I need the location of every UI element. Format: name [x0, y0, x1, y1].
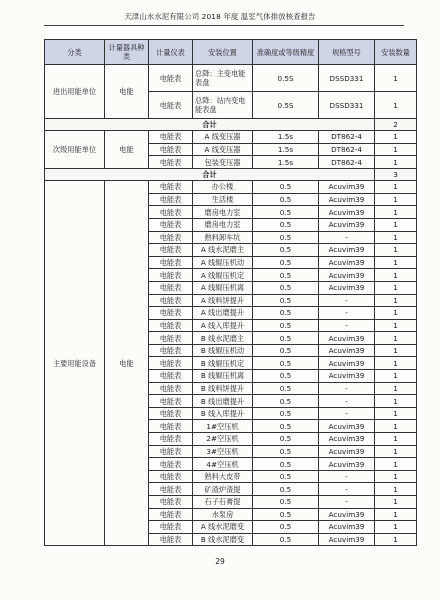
- table-body: [45, 65, 417, 546]
- location-cell: 石子石膏提: [193, 496, 253, 509]
- accuracy-cell: 0.5: [253, 256, 319, 269]
- accuracy-cell: 0.5: [253, 332, 319, 345]
- model-cell: Acuvim39: [319, 357, 375, 370]
- quantity-cell: 1: [375, 521, 417, 534]
- model-cell: DT862-4: [319, 131, 375, 144]
- model-cell: Acuvim39: [319, 458, 375, 471]
- meter-cell: 电能表: [149, 143, 193, 156]
- subtotal-label: 合计: [45, 119, 375, 131]
- model-cell: -: [319, 407, 375, 420]
- location-cell: B 线出磨提升: [193, 395, 253, 408]
- quantity-cell: 1: [375, 508, 417, 521]
- location-cell: 磨房电力室: [193, 218, 253, 231]
- quantity-cell: 1: [375, 256, 417, 269]
- column-header: 规格型号: [319, 40, 375, 65]
- quantity-cell: 1: [375, 143, 417, 156]
- location-cell: A 线水泥磨变: [193, 521, 253, 534]
- quantity-cell: 1: [375, 294, 417, 307]
- model-cell: DSSD331: [319, 92, 375, 119]
- quantity-cell: 1: [375, 218, 417, 231]
- accuracy-cell: 0.5: [253, 533, 319, 546]
- meter-cell: 电能表: [149, 193, 193, 206]
- meter-cell: 电能表: [149, 156, 193, 169]
- quantity-cell: 1: [375, 231, 417, 244]
- quantity-cell: 1: [375, 181, 417, 194]
- model-cell: -: [319, 496, 375, 509]
- meter-cell: 电能表: [149, 370, 193, 383]
- meter-cell: 电能表: [149, 470, 193, 483]
- location-cell: 2#空压机: [193, 433, 253, 446]
- accuracy-cell: 0.5: [253, 231, 319, 244]
- quantity-cell: 1: [375, 433, 417, 446]
- model-cell: -: [319, 319, 375, 332]
- location-cell: B 线辊压机离: [193, 370, 253, 383]
- column-header: 计量仪表: [149, 40, 193, 65]
- accuracy-cell: 0.5: [253, 496, 319, 509]
- model-cell: DT862-4: [319, 143, 375, 156]
- meter-cell: 电能表: [149, 92, 193, 119]
- quantity-cell: 1: [375, 407, 417, 420]
- location-cell: 办公楼: [193, 181, 253, 194]
- accuracy-cell: 0.5: [253, 244, 319, 257]
- quantity-cell: 1: [375, 344, 417, 357]
- model-cell: Acuvim39: [319, 206, 375, 219]
- location-cell: B 线水泥磨主: [193, 332, 253, 345]
- quantity-cell: 1: [375, 357, 417, 370]
- accuracy-cell: 0.5: [253, 407, 319, 420]
- table-row: [45, 65, 417, 92]
- quantity-cell: 1: [375, 382, 417, 395]
- meter-cell: 电能表: [149, 395, 193, 408]
- location-cell: 3#空压机: [193, 445, 253, 458]
- model-cell: DSSD331: [319, 65, 375, 92]
- quantity-cell: 1: [375, 307, 417, 320]
- quantity-cell: 1: [375, 458, 417, 471]
- model-cell: -: [319, 395, 375, 408]
- energy-type-cell: 电能: [105, 131, 149, 169]
- model-cell: -: [319, 483, 375, 496]
- model-cell: Acuvim39: [319, 244, 375, 257]
- quantity-cell: 1: [375, 65, 417, 92]
- model-cell: Acuvim39: [319, 533, 375, 546]
- meter-cell: 电能表: [149, 533, 193, 546]
- quantity-cell: 1: [375, 206, 417, 219]
- quantity-cell: 1: [375, 319, 417, 332]
- quantity-cell: 1: [375, 533, 417, 546]
- accuracy-cell: 0.5: [253, 357, 319, 370]
- model-cell: Acuvim39: [319, 269, 375, 282]
- accuracy-cell: 1.5s: [253, 143, 319, 156]
- quantity-cell: 1: [375, 445, 417, 458]
- quantity-cell: 1: [375, 370, 417, 383]
- header-rule: [44, 25, 404, 26]
- accuracy-cell: 0.5: [253, 218, 319, 231]
- meter-cell: 电能表: [149, 332, 193, 345]
- subtotal-value: 3: [375, 168, 417, 180]
- accuracy-cell: 0.5: [253, 281, 319, 294]
- quantity-cell: 1: [375, 269, 417, 282]
- accuracy-cell: 0.5: [253, 193, 319, 206]
- meter-cell: 电能表: [149, 458, 193, 471]
- quantity-cell: 1: [375, 332, 417, 345]
- location-cell: B 线水泥磨变: [193, 533, 253, 546]
- accuracy-cell: 0.5: [253, 521, 319, 534]
- meter-cell: 电能表: [149, 244, 193, 257]
- accuracy-cell: 0.5: [253, 181, 319, 194]
- model-cell: DT862-4: [319, 156, 375, 169]
- column-header: 分类: [45, 40, 105, 65]
- column-header: 准确度或等级精度: [253, 40, 319, 65]
- page-header: 天津山水水泥有限公司 2018 年度 温室气体排放核查报告: [124, 12, 316, 21]
- meter-cell: 电能表: [149, 483, 193, 496]
- model-cell: Acuvim39: [319, 332, 375, 345]
- accuracy-cell: 0.5: [253, 420, 319, 433]
- quantity-cell: 1: [375, 156, 417, 169]
- model-cell: Acuvim39: [319, 370, 375, 383]
- table-header-row: [45, 40, 417, 65]
- accuracy-cell: 0.5: [253, 458, 319, 471]
- location-cell: B 线辊压机动: [193, 344, 253, 357]
- subtotal-row: [45, 119, 417, 131]
- meter-cell: 电能表: [149, 206, 193, 219]
- meter-cell: 电能表: [149, 269, 193, 282]
- model-cell: Acuvim39: [319, 281, 375, 294]
- column-header: 计量器具种类: [105, 40, 149, 65]
- accuracy-cell: 0.5: [253, 483, 319, 496]
- table-row: [45, 181, 417, 194]
- accuracy-cell: 0.5: [253, 395, 319, 408]
- model-cell: Acuvim39: [319, 344, 375, 357]
- model-cell: Acuvim39: [319, 218, 375, 231]
- subtotal-row: [45, 168, 417, 180]
- accuracy-cell: 0.5: [253, 206, 319, 219]
- meter-cell: 电能表: [149, 496, 193, 509]
- model-cell: Acuvim39: [319, 193, 375, 206]
- location-cell: A 线辊压机定: [193, 269, 253, 282]
- meter-cell: 电能表: [149, 382, 193, 395]
- location-cell: A 线变压器: [193, 143, 253, 156]
- model-cell: -: [319, 294, 375, 307]
- location-cell: 熟料大皮带: [193, 470, 253, 483]
- location-cell: 总降：主变电能表盘: [193, 65, 253, 92]
- quantity-cell: 1: [375, 496, 417, 509]
- category-cell: 进出用能单位: [45, 65, 105, 119]
- quantity-cell: 1: [375, 193, 417, 206]
- meter-cell: 电能表: [149, 344, 193, 357]
- meter-cell: 电能表: [149, 521, 193, 534]
- location-cell: 磨房电力室: [193, 206, 253, 219]
- model-cell: Acuvim39: [319, 420, 375, 433]
- location-cell: A 线料饼提升: [193, 294, 253, 307]
- model-cell: Acuvim39: [319, 181, 375, 194]
- meter-cell: 电能表: [149, 357, 193, 370]
- quantity-cell: 1: [375, 395, 417, 408]
- meter-cell: 电能表: [149, 256, 193, 269]
- subtotal-label: 合计: [45, 168, 375, 180]
- meter-cell: 电能表: [149, 218, 193, 231]
- page-number: 29: [215, 557, 225, 566]
- quantity-cell: 1: [375, 470, 417, 483]
- location-cell: B 线入库提升: [193, 407, 253, 420]
- meter-cell: 电能表: [149, 307, 193, 320]
- accuracy-cell: 0.5: [253, 382, 319, 395]
- accuracy-cell: 0.5: [253, 508, 319, 521]
- meter-cell: 电能表: [149, 420, 193, 433]
- accuracy-cell: 0.5: [253, 370, 319, 383]
- accuracy-cell: 0.5: [253, 344, 319, 357]
- quantity-cell: 1: [375, 244, 417, 257]
- accuracy-cell: 0.5: [253, 470, 319, 483]
- location-cell: 4#空压机: [193, 458, 253, 471]
- location-cell: 水泵房: [193, 508, 253, 521]
- meter-cell: 电能表: [149, 181, 193, 194]
- quantity-cell: 1: [375, 420, 417, 433]
- category-cell: 主要用能设备: [45, 181, 105, 546]
- accuracy-cell: 0.5: [253, 433, 319, 446]
- meter-cell: 电能表: [149, 131, 193, 144]
- location-cell: B 线辊压机定: [193, 357, 253, 370]
- table-row: [45, 131, 417, 144]
- model-cell: Acuvim39: [319, 256, 375, 269]
- subtotal-value: 2: [375, 119, 417, 131]
- quantity-cell: 1: [375, 92, 417, 119]
- location-cell: A 线出磨提升: [193, 307, 253, 320]
- column-header: 安装位置: [193, 40, 253, 65]
- model-cell: -: [319, 382, 375, 395]
- location-cell: A 线辊压机动: [193, 256, 253, 269]
- column-header: 安装数量: [375, 40, 417, 65]
- location-cell: 矿渣炉渣提: [193, 483, 253, 496]
- meter-cell: 电能表: [149, 433, 193, 446]
- model-cell: -: [319, 470, 375, 483]
- meter-cell: 电能表: [149, 508, 193, 521]
- accuracy-cell: 1.5s: [253, 131, 319, 144]
- location-cell: A 线变压器: [193, 131, 253, 144]
- meter-cell: 电能表: [149, 281, 193, 294]
- metering-table: [44, 39, 417, 546]
- meter-cell: 电能表: [149, 407, 193, 420]
- model-cell: Acuvim39: [319, 521, 375, 534]
- meter-cell: 电能表: [149, 294, 193, 307]
- accuracy-cell: 0.5: [253, 307, 319, 320]
- accuracy-cell: 0.5S: [253, 92, 319, 119]
- energy-type-cell: 电能: [105, 65, 149, 119]
- quantity-cell: 1: [375, 131, 417, 144]
- model-cell: Acuvim39: [319, 445, 375, 458]
- model-cell: Acuvim39: [319, 508, 375, 521]
- accuracy-cell: 0.5S: [253, 65, 319, 92]
- model-cell: -: [319, 307, 375, 320]
- quantity-cell: 1: [375, 281, 417, 294]
- category-cell: 次级用能单位: [45, 131, 105, 169]
- location-cell: 熟料卸车坑: [193, 231, 253, 244]
- location-cell: A 线水泥磨主: [193, 244, 253, 257]
- accuracy-cell: 0.5: [253, 294, 319, 307]
- accuracy-cell: 0.5: [253, 269, 319, 282]
- model-cell: Acuvim39: [319, 433, 375, 446]
- meter-cell: 电能表: [149, 65, 193, 92]
- location-cell: A 线辊压机离: [193, 281, 253, 294]
- meter-cell: 电能表: [149, 445, 193, 458]
- accuracy-cell: 0.5: [253, 445, 319, 458]
- location-cell: 包装变压器: [193, 156, 253, 169]
- location-cell: B 线料饼提升: [193, 382, 253, 395]
- meter-cell: 电能表: [149, 231, 193, 244]
- model-cell: -: [319, 231, 375, 244]
- meter-cell: 电能表: [149, 319, 193, 332]
- accuracy-cell: 1.5s: [253, 156, 319, 169]
- energy-type-cell: 电能: [105, 181, 149, 546]
- accuracy-cell: 0.5: [253, 319, 319, 332]
- quantity-cell: 1: [375, 483, 417, 496]
- location-cell: 生活楼: [193, 193, 253, 206]
- location-cell: A 线入库提升: [193, 319, 253, 332]
- location-cell: 总降：站内变电能表盘: [193, 92, 253, 119]
- location-cell: 1#空压机: [193, 420, 253, 433]
